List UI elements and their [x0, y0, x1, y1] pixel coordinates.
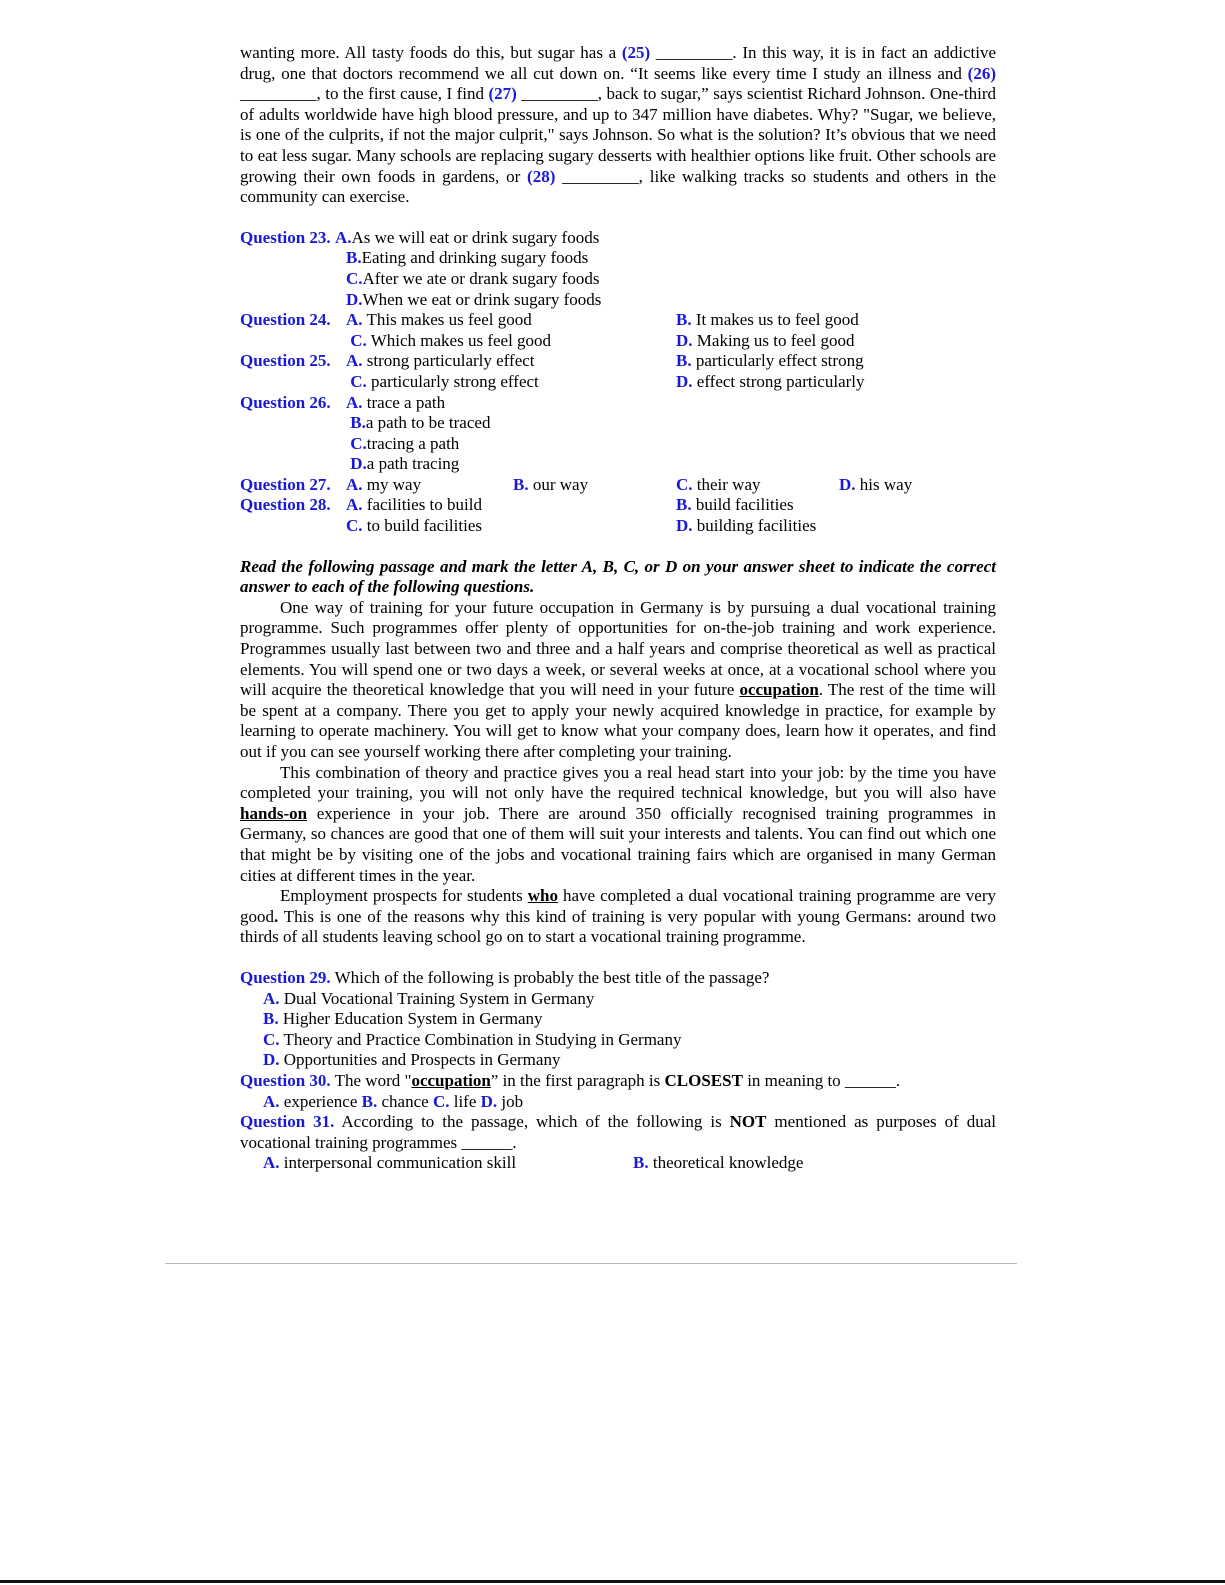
- option-text: their way: [692, 474, 761, 494]
- option-text: experience: [279, 1091, 362, 1111]
- question-label: Question 27.: [240, 474, 331, 494]
- option-letter: C.: [676, 474, 693, 494]
- option-letter: B.: [263, 1009, 279, 1029]
- question-25: [240, 351, 996, 372]
- question-26-option-d: [240, 454, 996, 475]
- question-25-options-cd: [240, 372, 996, 393]
- option-letter: B.: [361, 1091, 378, 1111]
- passage-paragraph-2: [240, 763, 996, 887]
- question-29-option-c: [240, 1030, 996, 1051]
- question-label: Question 31.: [240, 1112, 335, 1132]
- option-letter: B.: [676, 351, 692, 371]
- option-text: When we eat or drink sugary foods: [362, 289, 602, 309]
- question-23: [240, 228, 996, 249]
- option-letter: A.: [263, 1091, 280, 1111]
- option-text: Which makes us feel good: [366, 330, 552, 350]
- option-letter: D.: [676, 330, 693, 350]
- option-text: Dual Vocational Training System in Germany: [279, 988, 595, 1008]
- option-text: trace a path: [362, 392, 446, 412]
- option-letter: D.: [346, 289, 363, 309]
- question-text: Which of the following is probably the best title of the passage?: [330, 967, 770, 987]
- option-letter: B.: [350, 413, 366, 433]
- question-text: mentioned as purposes of dual vocational training programmes ______.: [240, 1112, 996, 1152]
- passage-text: experience in your job. There are around 350 officially recognised training programmes in Germany, so chances are good that one of them will suit your interests and talents. You can find out which one that might be by visiting one of the jobs and vocational training fairs which are organised in many German cities at different times in the year.: [240, 803, 996, 885]
- question-27: [240, 475, 996, 496]
- passage-text: Employment prospects for students: [280, 886, 528, 906]
- option-letter: A.: [263, 1153, 280, 1173]
- option-text: building facilities: [692, 516, 817, 536]
- question-24-options-cd: [240, 331, 996, 352]
- question-23-option-c: [240, 269, 996, 290]
- option-letter: D.: [480, 1091, 498, 1111]
- option-letter: D.: [350, 454, 367, 474]
- option-text: build facilities: [691, 495, 794, 515]
- passage-paragraph-1: [240, 598, 996, 763]
- question-label: Question 29.: [240, 967, 331, 987]
- question-29-option-d: [240, 1050, 996, 1071]
- question-label: Question 24.: [240, 310, 331, 330]
- passage-text: _________, to the first cause, I find: [240, 84, 489, 104]
- option-letter: D.: [676, 516, 693, 536]
- option-text: tracing a path: [366, 433, 460, 453]
- passage-text: One way of training for your future occupation in Germany is by pursuing a dual vocational training programme. Such programmes offer plenty of opportunities for on-the-job training and work experience. Programmes usually last between two and three and a half years and comprise theoretical as well as practical elements. You will spend one or two days a week, or several weeks at once, at a vocational school where you will acquire the theoretical knowledge that you will need in your future: [240, 597, 996, 700]
- option-letter: A.: [346, 351, 363, 371]
- option-letter: B.: [676, 310, 692, 330]
- question-30-options: [240, 1092, 996, 1113]
- question-24: [240, 310, 996, 331]
- question-26-option-b: [240, 413, 996, 434]
- option-letter: A.: [346, 474, 363, 494]
- option-letter: C.: [350, 330, 367, 350]
- passage-text: _________, back to sugar,” says scientist Richard Johnson. One-third of adults worldwide have high blood pressure, and up to 347 million have diabetes. Why? "Sugar, we believe, is one of the culprits, if not the major culprit," says Johnson. So what is the solution? It’s obvious that we need to eat less sugar. Many schools are replacing sugary desserts with healthier options like fruit. Other schools are growing their own foods in gardens, or: [240, 84, 996, 186]
- option-letter: D.: [676, 371, 693, 391]
- option-letter: B.: [676, 495, 692, 515]
- question-28-options-cd: [240, 516, 996, 537]
- blank-26: (26): [967, 63, 996, 83]
- question-31: [240, 1112, 996, 1153]
- option-text: This makes us feel good: [362, 310, 532, 330]
- option-text: particularly effect strong: [691, 351, 864, 371]
- question-label: Question 26.: [240, 392, 331, 412]
- question-23-option-b: [240, 248, 996, 269]
- option-text: Theory and Practice Combination in Studying in Germany: [279, 1029, 682, 1049]
- question-26-option-c: [240, 434, 996, 455]
- question-29-option-a: [240, 989, 996, 1010]
- option-letter: C.: [263, 1029, 280, 1049]
- option-text: a path to be traced: [365, 413, 491, 433]
- option-letter: A.: [346, 310, 363, 330]
- question-text: ” in the first paragraph is: [490, 1070, 665, 1090]
- question-30: [240, 1071, 996, 1092]
- question-31-options: [240, 1153, 996, 1174]
- option-letter: A.: [346, 392, 363, 412]
- option-text: to build facilities: [362, 516, 482, 536]
- underlined-word-who: who: [527, 886, 558, 906]
- passage-text: _________. In this way, it is in fact an addictive drug, one that doctors recommend we all cut down on. “It seems like every time I study an illness and: [240, 43, 996, 83]
- question-label: Question 30.: [240, 1070, 331, 1090]
- blank-27: (27): [488, 84, 517, 104]
- option-letter: A.: [334, 227, 352, 247]
- question-label: Question 28.: [240, 495, 331, 515]
- option-text: theoretical knowledge: [648, 1153, 804, 1173]
- question-label: Question 23.: [240, 227, 331, 247]
- option-text: interpersonal communication skill: [279, 1153, 517, 1173]
- option-text: Eating and drinking sugary foods: [361, 248, 589, 268]
- passage-sugar: [240, 43, 996, 208]
- option-text: job: [497, 1091, 524, 1111]
- option-text: Higher Education System in Germany: [278, 1009, 543, 1029]
- passage-text: This combination of theory and practice gives you a real head start into your job: by the time you have completed your training, you will not only have the required technical knowledge, but you will also have: [240, 762, 996, 803]
- blank-25: (25): [621, 43, 651, 62]
- option-text: strong particularly effect: [362, 351, 535, 371]
- option-letter: C.: [346, 516, 363, 536]
- passage-text: This is one of the reasons why this kind of training is very popular with young Germans: around two thirds of all students leaving school go on to start a vocational training programme.: [240, 906, 996, 947]
- bold-period: .: [274, 906, 279, 926]
- option-text: his way: [855, 474, 913, 494]
- question-text: According to the passage, which of the following is: [334, 1112, 730, 1132]
- option-letter: B.: [633, 1153, 649, 1173]
- blank-28: (28): [527, 166, 556, 186]
- option-text: After we ate or drank sugary foods: [362, 268, 600, 288]
- option-text: effect strong particularly: [692, 371, 865, 391]
- option-letter: D.: [263, 1050, 280, 1070]
- underlined-word-occupation: occupation: [739, 680, 819, 700]
- option-text: our way: [528, 474, 589, 494]
- emphasis-not: NOT: [729, 1112, 767, 1132]
- passage-text: wanting more. All tasty foods do this, but sugar has a: [240, 43, 622, 62]
- option-text: Opportunities and Prospects in Germany: [279, 1050, 561, 1070]
- question-text: The word ": [330, 1070, 412, 1090]
- option-letter: B.: [513, 474, 529, 494]
- section-instruction: Read the following passage and mark the letter A, B, C, or D on your answer sheet to indicate the correct answer to each of the following questions.: [240, 556, 996, 597]
- option-text: chance: [377, 1091, 433, 1111]
- option-letter: A.: [346, 495, 363, 515]
- option-text: It makes us to feel good: [691, 310, 859, 330]
- underlined-word-hands-on: hands-on: [240, 803, 308, 823]
- question-23-option-d: [240, 290, 996, 311]
- page-bottom-border: [0, 1580, 1225, 1583]
- option-letter: C.: [346, 268, 363, 288]
- question-26: [240, 393, 996, 414]
- emphasis-closest: CLOSEST: [664, 1070, 743, 1090]
- exam-page: [240, 43, 996, 1174]
- option-text: As we will eat or drink sugary foods: [351, 227, 600, 247]
- option-text: life: [449, 1091, 481, 1111]
- question-text: in meaning to ______.: [742, 1070, 901, 1090]
- option-text: a path tracing: [366, 454, 460, 474]
- question-label: Question 25.: [240, 351, 331, 371]
- passage-text: _________, like walking tracks so students and others in the community can exercise.: [240, 166, 996, 207]
- option-letter: C.: [350, 433, 367, 453]
- option-letter: C.: [432, 1091, 450, 1111]
- option-letter: D.: [839, 474, 856, 494]
- question-29: [240, 968, 996, 989]
- option-text: Making us to feel good: [692, 330, 855, 350]
- option-text: particularly strong effect: [366, 371, 539, 391]
- page-footer-divider: [165, 1263, 1017, 1264]
- option-letter: C.: [350, 371, 367, 391]
- underlined-word-occupation: occupation: [411, 1070, 491, 1090]
- option-letter: B.: [346, 248, 362, 268]
- passage-text: . The rest of the time will be spent at a company. There you get to apply your newly acquired knowledge in practice, for example by learning to operate machinery. You will get to know what your company does, learn how it operates, and find out if you can see yourself working there after completing your training.: [240, 680, 996, 761]
- question-29-option-b: [240, 1009, 996, 1030]
- passage-paragraph-3: [240, 886, 996, 948]
- option-letter: A.: [263, 988, 280, 1008]
- option-text: facilities to build: [362, 495, 482, 515]
- passage-text: have completed a dual vocational training programme are very good: [240, 886, 996, 926]
- question-28: [240, 495, 996, 516]
- option-text: my way: [362, 474, 422, 494]
